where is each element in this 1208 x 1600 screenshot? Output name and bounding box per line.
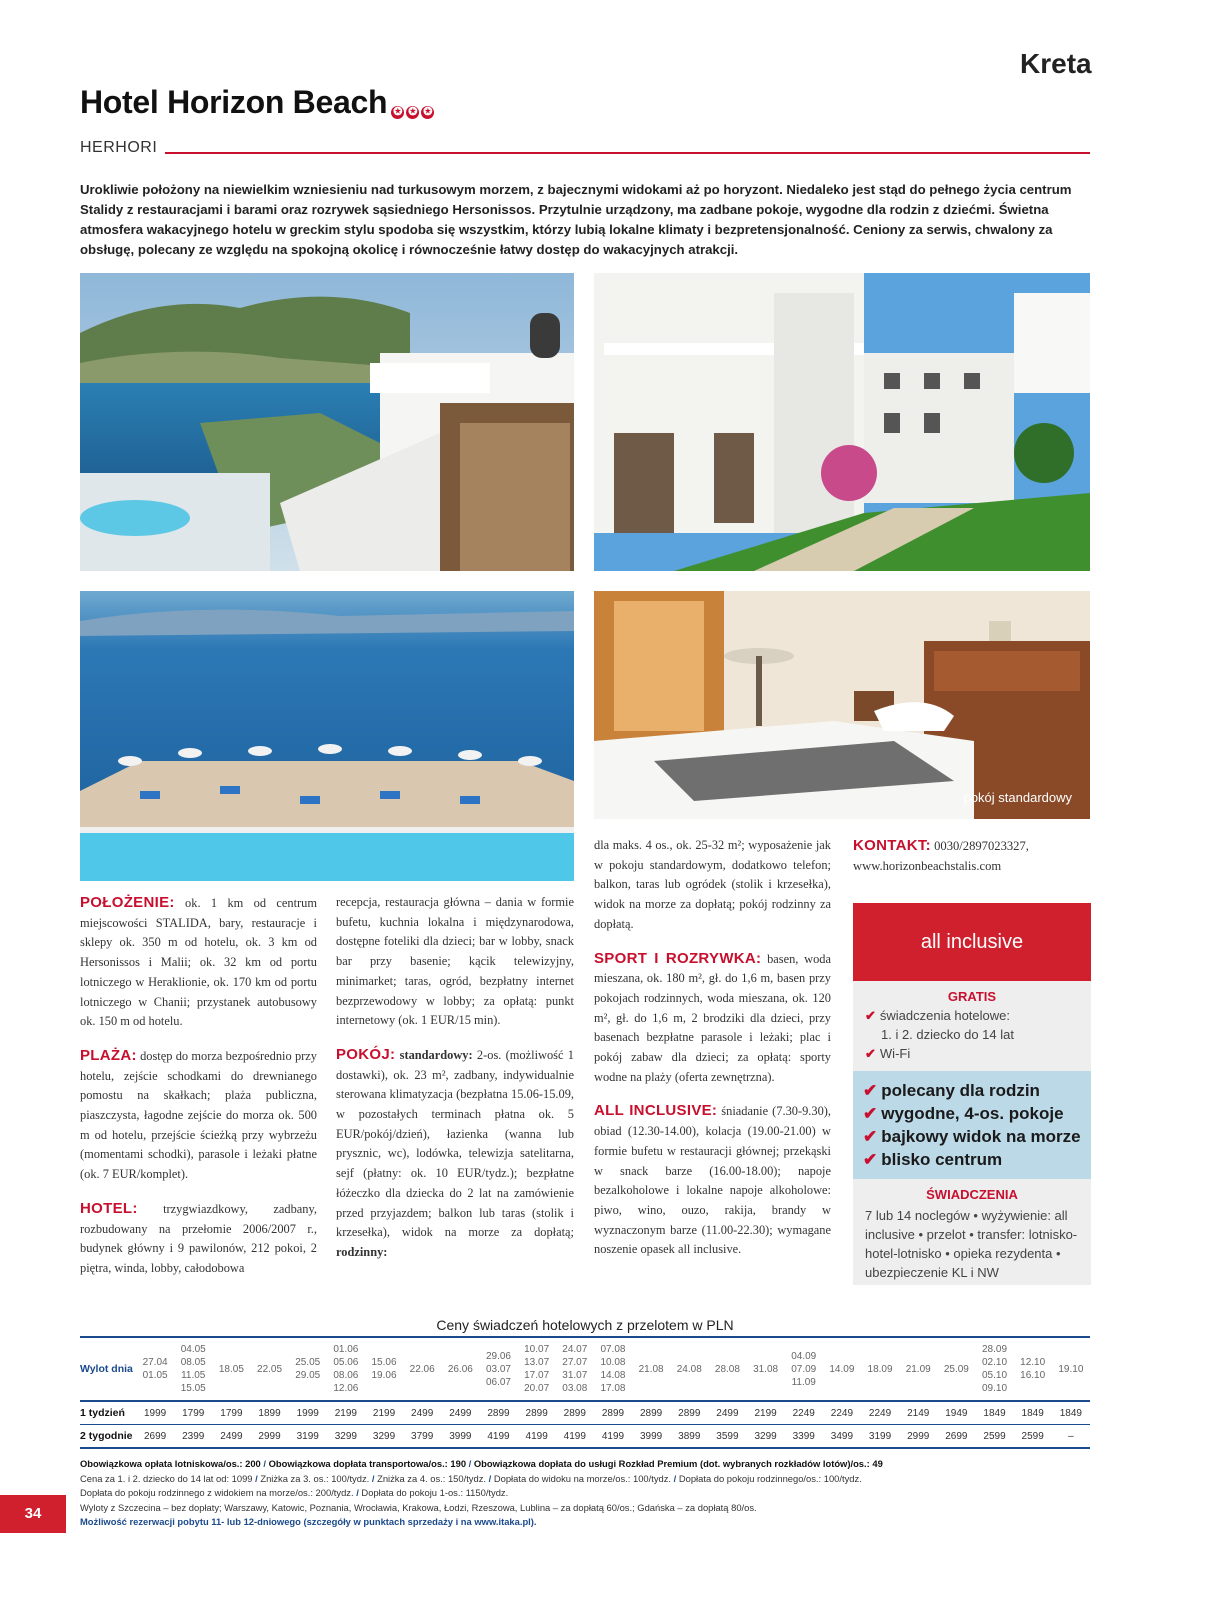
price-2-weeks: 3999 bbox=[632, 1425, 670, 1449]
price-2-weeks: 3799 bbox=[403, 1425, 441, 1449]
departure-date: 08.06 bbox=[333, 1370, 359, 1381]
check-icon: ✔ bbox=[865, 1046, 876, 1061]
departure-date: 05.10 bbox=[982, 1370, 1008, 1381]
departure-date-cell bbox=[823, 1337, 861, 1401]
one-week-label: 1 tydzień bbox=[80, 1401, 136, 1425]
pokoj-section bbox=[336, 1045, 574, 1263]
recommendation-label: wygodne, 4-os. pokoje bbox=[881, 1104, 1064, 1123]
intro-text: Urokliwie położony na niewielkim wzniesieniu nad turkusowym morzem, z bajecznymi widokami aż po horyzont. Niedaleko jest stąd do pełnego życia centrum Stalidy z restauracjami i barami oraz rozrywek sąsiedniego Hersonissos. Przytulnie urządzony, ma zadbane pokoje, wygodne dla rodzin z dziećmi. Świetna atmosfera wakacyjnego hotelu w greckim stylu spodoba się wszystkim, którzy lubią lokalne klimaty i bezpretensjonalność. Ceniony za serwis, chwalony za obsługę, polecany ze względu na spokojną okolicę i równocześnie łatwy dostęp do wakacyjnych atrakcji. bbox=[80, 182, 1072, 257]
note-child-price: Cena za 1. i 2. dziecko do 14 lat od: 1099 bbox=[80, 1472, 253, 1484]
price-2-weeks: – bbox=[1052, 1425, 1090, 1449]
price-1-week: 2499 bbox=[403, 1401, 441, 1425]
title-rule bbox=[165, 152, 1090, 154]
departure-date: 24.08 bbox=[676, 1363, 702, 1375]
departure-date: 10.07 bbox=[524, 1344, 550, 1355]
departure-date-cell bbox=[975, 1337, 1013, 1401]
departure-date: 29.06 bbox=[485, 1350, 511, 1362]
all-inclusive-badge: all inclusive bbox=[853, 903, 1091, 981]
price-2-weeks: 3999 bbox=[441, 1425, 479, 1449]
departure-date: 08.05 bbox=[180, 1357, 206, 1368]
all-inclusive-text: śniadanie (7.30-9.30), obiad (12.30-14.00), kolacja (19.00-21.00) w formie bufetu w restauracji głównej; przekąski w snack barze (16.00-18.00); napoje bezalkoholowe i lokalne napoje alkoholowe: piwo, wino, ouzo, rakija, brandy w wyznaczonym barze (11.00-22.30); wymagane noszenie opasek all inclusive. bbox=[594, 1104, 831, 1257]
note-line: Dopłata do pokoju rodzinnego z widokiem na morze/os.: 200/tydz. / Dopłata do pokoju 1-os.: 1150/tydz. bbox=[80, 1487, 509, 1498]
departure-date-cell bbox=[403, 1337, 441, 1401]
price-2-weeks: 4199 bbox=[594, 1425, 632, 1449]
hotel-text: trzygwiazdkowy, zadbany, rozbudowany na przełomie 2006/2007 r., budynek główny i 9 pawilonów, 212 pokoi, 2 piętra, winda, lobby, całodobowa bbox=[80, 1201, 317, 1275]
departure-date: 04.09 bbox=[791, 1350, 817, 1362]
departure-date: 19.06 bbox=[371, 1370, 397, 1381]
departure-date-cell bbox=[594, 1337, 632, 1401]
recommendation-label: blisko centrum bbox=[881, 1150, 1003, 1169]
note-premium-fee: Obowiązkowa dopłata do usługi Rozkład Premium (dot. wybranych rozkładów lotów)/os.: 49 bbox=[473, 1458, 883, 1469]
price-2-weeks: 3499 bbox=[823, 1425, 861, 1449]
star-icon: ✪ bbox=[406, 106, 419, 119]
contact-heading: KONTAKT: bbox=[853, 837, 931, 854]
price-table bbox=[80, 1336, 1090, 1449]
plaza-heading: PLAŻA: bbox=[80, 1046, 137, 1064]
price-1-week: 1999 bbox=[136, 1401, 174, 1425]
departure-date-cell bbox=[632, 1337, 670, 1401]
region-name: Kreta bbox=[1020, 48, 1092, 79]
departure-date: 28.09 bbox=[982, 1344, 1008, 1355]
departure-date: 17.07 bbox=[524, 1370, 550, 1381]
recommendation-label: bajkowy widok na morze bbox=[881, 1127, 1081, 1146]
departure-date: 24.07 bbox=[562, 1344, 588, 1355]
price-2-weeks: 3599 bbox=[708, 1425, 746, 1449]
departure-date-cell bbox=[174, 1337, 212, 1401]
note-line: Wyloty z Szczecina – bez dopłaty; Warszawy, Katowic, Poznania, Wrocławia, Krakowa, Łodzi, Rzeszowa, Lublina – za dopłatą 60/os.; Gdańska – za dopłatą 80/os. bbox=[80, 1501, 757, 1513]
price-1-week: 1799 bbox=[174, 1401, 212, 1425]
hotel-section bbox=[80, 1199, 317, 1279]
departure-date: 25.09 bbox=[943, 1363, 969, 1375]
departure-date: 04.05 bbox=[180, 1344, 206, 1355]
price-2-weeks: 2999 bbox=[899, 1425, 937, 1449]
note-airport-fee: Obowiązkowa opłata lotniskowa/os.: 200 bbox=[80, 1458, 261, 1469]
departure-date: 21.08 bbox=[638, 1363, 664, 1375]
hotel-name: Hotel Horizon Beach bbox=[80, 84, 388, 120]
note-family-sea: Dopłata do pokoju rodzinnego z widokiem na morze/os.: 200/tydz. bbox=[80, 1487, 354, 1498]
departure-date: 12.06 bbox=[333, 1383, 359, 1394]
all-inclusive-heading: ALL INCLUSIVE: bbox=[594, 1102, 718, 1120]
page-number: 34 bbox=[0, 1495, 66, 1533]
note-family-room: Dopłata do pokoju rodzinnego/os.: 100/tydz. bbox=[678, 1472, 862, 1484]
departure-dates-label: Wylot dnia bbox=[80, 1337, 136, 1401]
column-1 bbox=[80, 893, 317, 1293]
departure-date-cell bbox=[670, 1337, 708, 1401]
sport-section bbox=[594, 949, 831, 1088]
one-week-row bbox=[80, 1401, 1090, 1425]
departure-date: 22.05 bbox=[257, 1363, 283, 1375]
departure-date: 27.04 bbox=[142, 1357, 168, 1368]
departure-date: 15.06 bbox=[371, 1357, 397, 1368]
departure-date-cell bbox=[518, 1337, 556, 1401]
departure-date-cell bbox=[289, 1337, 327, 1401]
two-weeks-row bbox=[80, 1425, 1090, 1449]
price-2-weeks: 3299 bbox=[327, 1425, 365, 1449]
price-1-week: 1899 bbox=[250, 1401, 288, 1425]
contact-phone: 0030/2897023327, bbox=[934, 839, 1029, 853]
recommendation-item bbox=[863, 1125, 1083, 1148]
note-line: Cena za 1. i 2. dziecko do 14 lat od: 1099 / Zniżka za 3. os.: 100/tydz. / Zniżka za 4. os.: 150/tydz. / Dopłata do widoku na morze/os.: 100/tydz. / Dopłata do pokoju rodzinnego/os.: 100/tydz. bbox=[80, 1472, 862, 1484]
column-3 bbox=[594, 836, 831, 1274]
departure-date-cell bbox=[479, 1337, 517, 1401]
services-heading: ŚWIADCZENIA bbox=[926, 1187, 1018, 1202]
departure-date: 01.06 bbox=[333, 1344, 359, 1355]
departure-date: 05.06 bbox=[333, 1357, 359, 1368]
recommendation-item bbox=[863, 1102, 1083, 1125]
price-2-weeks: 3899 bbox=[670, 1425, 708, 1449]
polozenie-heading: POŁOŻENIE: bbox=[80, 894, 175, 911]
pokoj-continued: dla maks. 4 os., ok. 25-32 m²; wyposażenie jak w pokoju standardowym, dodatkowo telefon; balkon, taras lub ogródek (stolik i krzesełka), widok na morze za dopłatą; pokój rodzinny za dopłatą. bbox=[594, 838, 831, 931]
note-line: Możliwość rezerwacji pobytu 11- lub 12-dniowego (szczegóły w punktach sprzedaży i na www.itaka.pl). bbox=[80, 1516, 537, 1527]
price-1-week: 1799 bbox=[212, 1401, 250, 1425]
price-2-weeks: 2599 bbox=[1014, 1425, 1052, 1449]
price-1-week: 2149 bbox=[899, 1401, 937, 1425]
price-1-week: 2249 bbox=[785, 1401, 823, 1425]
photo-caption: pokój standardowy bbox=[963, 790, 1072, 805]
departure-date: 14.08 bbox=[600, 1370, 626, 1381]
hotel-heading: HOTEL: bbox=[80, 1199, 138, 1217]
departure-date: 29.05 bbox=[295, 1370, 321, 1381]
polozenie-section bbox=[80, 893, 317, 1032]
price-1-week: 2199 bbox=[365, 1401, 403, 1425]
departure-date: 10.08 bbox=[600, 1357, 626, 1368]
departure-date: 31.08 bbox=[753, 1363, 779, 1375]
departure-date-cell bbox=[861, 1337, 899, 1401]
all-inclusive-section bbox=[594, 1101, 831, 1260]
recommendation-item bbox=[863, 1079, 1083, 1102]
price-2-weeks: 2399 bbox=[174, 1425, 212, 1449]
price-1-week: 2899 bbox=[670, 1401, 708, 1425]
departure-date: 15.05 bbox=[180, 1383, 206, 1394]
gratis-item bbox=[865, 1006, 1081, 1025]
price-1-week: 1949 bbox=[937, 1401, 975, 1425]
note-single-room: Dopłata do pokoju 1-os.: 1150/tydz. bbox=[361, 1487, 509, 1498]
pokoj-family-label: rodzinny: bbox=[336, 1244, 388, 1259]
price-notes bbox=[80, 1457, 1090, 1530]
departure-date: 11.05 bbox=[181, 1370, 206, 1381]
photo-pool-sea bbox=[80, 591, 574, 881]
departure-date: 18.05 bbox=[218, 1363, 244, 1375]
photo-standard-room bbox=[594, 591, 1090, 819]
departure-date-cell bbox=[365, 1337, 403, 1401]
recommendation-label: polecany dla rodzin bbox=[881, 1081, 1040, 1100]
price-1-week: 2199 bbox=[327, 1401, 365, 1425]
note-line: Obowiązkowa opłata lotniskowa/os.: 200 / Obowiązkowa dopłata transportowa/os.: 190 / Obowiązkowa dopłata do usługi Rozkład Premium (dot. wybranych rozkładów lotów)/os.: 49 bbox=[80, 1458, 883, 1469]
services-text: 7 lub 14 noclegów • wyżywienie: all inclusive • przelot • transfer: lotnisko-hotel-lotnisko • opieka rezydenta • ubezpieczenie KL i NW bbox=[865, 1208, 1078, 1280]
departure-date-cell bbox=[327, 1337, 365, 1401]
price-2-weeks: 3299 bbox=[365, 1425, 403, 1449]
price-2-weeks: 4199 bbox=[518, 1425, 556, 1449]
gratis-item-detail: 1. i 2. dziecko do 14 lat bbox=[881, 1027, 1014, 1042]
price-2-weeks: 2499 bbox=[212, 1425, 250, 1449]
departure-date-cell bbox=[136, 1337, 174, 1401]
departure-date: 18.09 bbox=[867, 1363, 893, 1375]
departure-date-cell bbox=[785, 1337, 823, 1401]
departure-date: 31.07 bbox=[562, 1370, 588, 1381]
hotel-title bbox=[80, 84, 436, 123]
departure-date: 01.05 bbox=[142, 1370, 168, 1381]
recommendation-item bbox=[863, 1148, 1083, 1171]
plaza-section bbox=[80, 1046, 317, 1185]
check-icon: ✔ bbox=[863, 1081, 878, 1100]
price-2-weeks: 4199 bbox=[556, 1425, 594, 1449]
price-1-week: 2199 bbox=[747, 1401, 785, 1425]
departure-date: 19.10 bbox=[1058, 1363, 1084, 1375]
star-icon: ✪ bbox=[391, 106, 404, 119]
gratis-item-label: świadczenia hotelowe: bbox=[879, 1008, 1010, 1023]
note-sea-view: Dopłata do widoku na morze/os.: 100/tydz. bbox=[493, 1472, 672, 1484]
star-icon: ✪ bbox=[421, 106, 434, 119]
price-2-weeks: 3299 bbox=[747, 1425, 785, 1449]
price-2-weeks: 3399 bbox=[785, 1425, 823, 1449]
price-1-week: 2249 bbox=[861, 1401, 899, 1425]
gratis-item bbox=[865, 1044, 1081, 1063]
price-2-weeks: 3199 bbox=[861, 1425, 899, 1449]
note-transport-fee: Obowiązkowa dopłata transportowa/os.: 190 bbox=[268, 1458, 467, 1469]
departure-date: 22.06 bbox=[409, 1363, 435, 1375]
plaza-text: dostęp do morza bezpośrednio przy hotelu, zejście schodkami do drewnianego pomostu na skałkach; plaża publiczna, piaszczysta, łagodne zejście do morza ok. 500 m od hotelu, przejście ścieżką przy wybrzeżu (momentami schodki), parasole i leżaki płatne (ok. 7 EUR/komplet). bbox=[80, 1048, 317, 1182]
pokoj-heading: POKÓJ: bbox=[336, 1045, 396, 1063]
departure-date: 16.10 bbox=[1020, 1370, 1046, 1381]
star-rating bbox=[391, 86, 436, 123]
gratis-item-label: Wi-Fi bbox=[879, 1046, 911, 1061]
column-2 bbox=[336, 893, 574, 1277]
polozenie-text: ok. 1 km od centrum miejscowości STALIDA, bary, restauracje i sklepy ok. 350 m od hotelu, ok. 3 km od Hersonissos i Malii; ok. 32 km od portu lotniczego w Heraklionie, ok. 170 km od portu lotniczego w Chanii; przystanek autobusowy ok. 150 m od hotelu. bbox=[80, 896, 317, 1029]
sport-text: basen, woda mieszana, ok. 180 m², gł. do 1,6 m, basen przy pokojach rodzinnych, woda mieszana, ok. 120 m², gł. do 1,6 m, 2 brodziki dla dzieci, przy basenach bezpłatne parasole i leżaki; plac i pokój zabaw dla dzieci; za opłatą: sporty wodne na plaży (oferta zewnętrzna). bbox=[594, 951, 831, 1084]
price-1-week: 2499 bbox=[708, 1401, 746, 1425]
photo-sea-view-balcony bbox=[80, 273, 574, 571]
departure-date: 25.05 bbox=[295, 1357, 321, 1368]
price-1-week: 2899 bbox=[479, 1401, 517, 1425]
price-1-week: 2899 bbox=[518, 1401, 556, 1425]
check-icon: ✔ bbox=[865, 1008, 876, 1023]
departure-date: 03.08 bbox=[562, 1383, 588, 1394]
departure-date: 21.09 bbox=[905, 1363, 931, 1375]
note-discount-4: Zniżka za 4. os.: 150/tydz. bbox=[377, 1472, 487, 1484]
price-1-week: 2249 bbox=[823, 1401, 861, 1425]
price-2-weeks: 2999 bbox=[250, 1425, 288, 1449]
hotel-code: HERHORI bbox=[80, 139, 158, 156]
departure-date: 20.07 bbox=[524, 1383, 550, 1394]
services-box bbox=[853, 1179, 1091, 1285]
pokoj-standard-label: standardowy: bbox=[399, 1047, 473, 1062]
departure-date: 09.10 bbox=[982, 1383, 1008, 1394]
price-2-weeks: 2699 bbox=[937, 1425, 975, 1449]
price-table-title: Ceny świadczeń hotelowych z przelotem w PLN bbox=[436, 1317, 734, 1333]
contact-block bbox=[853, 836, 1093, 876]
departure-date: 07.08 bbox=[600, 1344, 626, 1355]
departure-date: 27.07 bbox=[562, 1357, 588, 1368]
departure-date-cell bbox=[250, 1337, 288, 1401]
price-2-weeks: 3199 bbox=[289, 1425, 327, 1449]
departure-date-cell bbox=[556, 1337, 594, 1401]
departure-date-cell bbox=[441, 1337, 479, 1401]
pokoj-text: 2-os. (możliwość 1 dostawki), ok. 23 m², zadbany, indywidualnie sterowana klimatyzacja (bezpłatna 15.06-15.09, w pozostałych terminach płatna ok. 5 EUR/pokój/dzień), łazienka (wanna lub prysznic, wc), lodówka, telewizja satelitarna, sejf (płatny: ok. 10 EUR/tydz.); bezpłatne łóżeczko dla dziecka do 2 lat na zamówienie przed przyjazdem; balkon lub taras (stolik i krzesełka), widok na morze za dopłatą; bbox=[336, 1047, 574, 1240]
sport-heading: SPORT I ROZRYWKA: bbox=[594, 949, 762, 967]
gratis-box bbox=[853, 981, 1091, 1071]
note-discount-3: Zniżka za 3. os.: 100/tydz. bbox=[260, 1472, 370, 1484]
price-1-week: 1849 bbox=[975, 1401, 1013, 1425]
departure-date-cell bbox=[899, 1337, 937, 1401]
price-1-week: 1849 bbox=[1052, 1401, 1090, 1425]
departure-date-cell bbox=[1014, 1337, 1052, 1401]
contact-website[interactable]: www.horizonbeachstalis.com bbox=[853, 859, 1002, 873]
price-2-weeks: 4199 bbox=[479, 1425, 517, 1449]
price-2-weeks: 2599 bbox=[975, 1425, 1013, 1449]
price-1-week: 2899 bbox=[632, 1401, 670, 1425]
price-1-week: 2899 bbox=[594, 1401, 632, 1425]
departure-date: 26.06 bbox=[447, 1363, 473, 1375]
price-1-week: 2899 bbox=[556, 1401, 594, 1425]
departure-date: 28.08 bbox=[714, 1363, 740, 1375]
departure-date-cell bbox=[747, 1337, 785, 1401]
departure-date: 12.10 bbox=[1020, 1357, 1046, 1368]
departure-date: 13.07 bbox=[524, 1357, 550, 1368]
price-1-week: 1999 bbox=[289, 1401, 327, 1425]
departure-date: 06.07 bbox=[485, 1376, 511, 1388]
check-icon: ✔ bbox=[863, 1127, 878, 1146]
price-2-weeks: 2699 bbox=[136, 1425, 174, 1449]
departure-date: 11.09 bbox=[791, 1376, 816, 1388]
recommendations-box bbox=[853, 1071, 1091, 1179]
departure-date: 14.09 bbox=[829, 1363, 855, 1375]
departure-date: 02.10 bbox=[982, 1357, 1008, 1368]
two-weeks-label: 2 tygodnie bbox=[80, 1425, 136, 1449]
price-1-week: 2499 bbox=[441, 1401, 479, 1425]
check-icon: ✔ bbox=[863, 1104, 878, 1123]
departure-date-cell bbox=[708, 1337, 746, 1401]
departure-date-cell bbox=[1052, 1337, 1090, 1401]
departure-date: 03.07 bbox=[485, 1363, 511, 1375]
hotel-continued: recepcja, restauracja główna – dania w formie bufetu, kuchnia lokalna i międzynarodowa, dostępne foteliki dla dzieci; bar w lobby, snack bar przy basenie; kącik telewizyjny, minimarket; taras, ogród, bezpłatny internet bezprzewodowy w lobby; za opłatą: punkt internetowy (ok. 1 EUR/15 min). bbox=[336, 895, 574, 1028]
departure-date: 07.09 bbox=[791, 1363, 817, 1375]
departure-date-cell bbox=[937, 1337, 975, 1401]
departure-date-cell bbox=[212, 1337, 250, 1401]
check-icon: ✔ bbox=[863, 1150, 878, 1169]
price-1-week: 1849 bbox=[1014, 1401, 1052, 1425]
departure-dates-row bbox=[80, 1337, 1090, 1401]
photo-hotel-buildings bbox=[594, 273, 1090, 571]
gratis-heading: GRATIS bbox=[947, 989, 997, 1004]
departure-date: 17.08 bbox=[600, 1383, 626, 1394]
